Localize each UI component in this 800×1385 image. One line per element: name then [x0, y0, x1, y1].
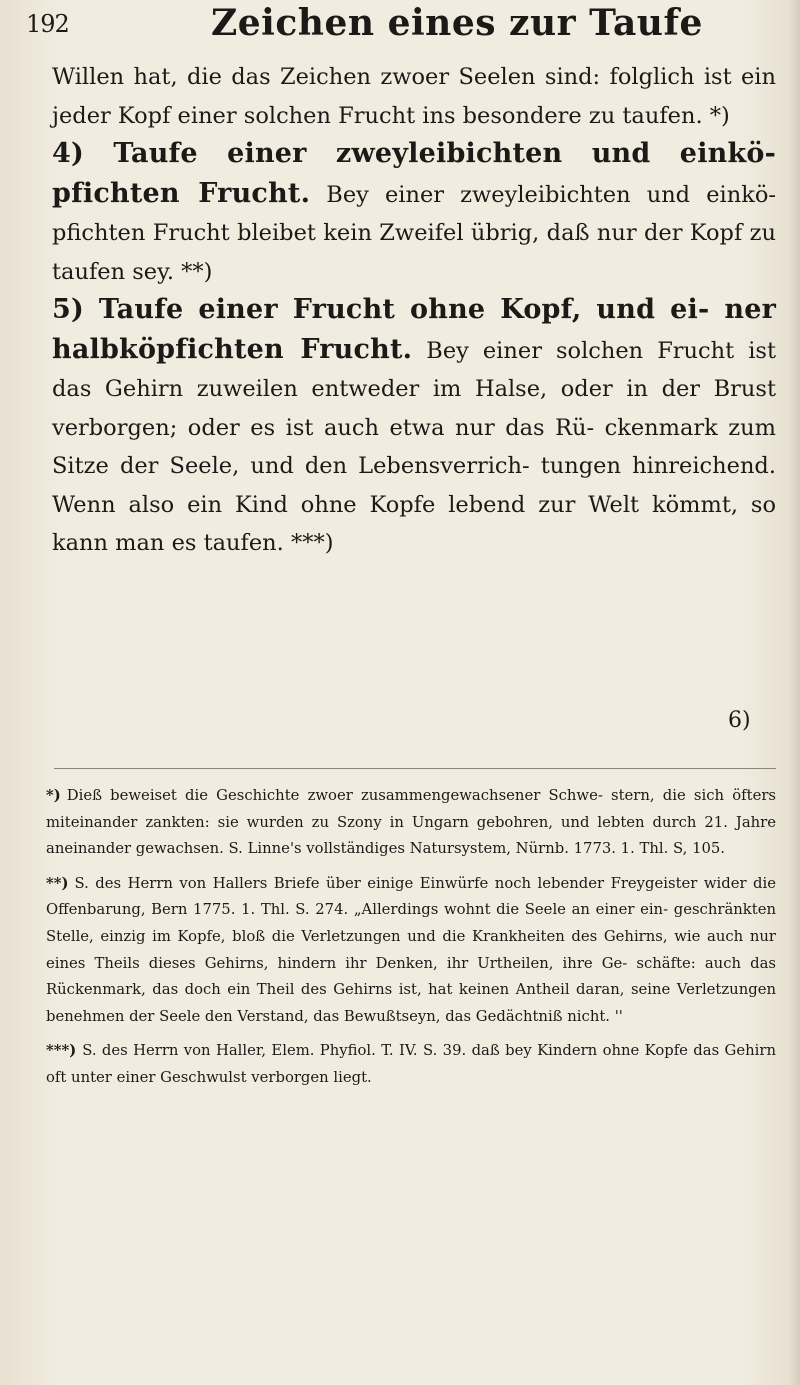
section-5-text: Bey einer solchen Frucht ist das Gehirn zuweilen entweder im Halse, oder in der Brust verborgen; oder es ist auch etwa nur das Rü- ckenmark zum Sitze der Seele, und den Lebensverrich- tungen hinreichend. Wenn also ein Kind ohne Kopfe lebend zur Welt kömmt, so kann man es taufen. ***)	[52, 337, 776, 556]
page-number: 192	[26, 10, 69, 38]
page-edge-shadow	[788, 0, 800, 1385]
footnote-mark: *)	[46, 787, 61, 804]
section-4-text: Bey einer zweyleibichten und einkö- pfichten Frucht bleibet kein Zweifel übrig, daß nur der Kopf zu taufen sey. **)	[52, 181, 776, 285]
footnote-divider	[54, 768, 776, 769]
catchword: 6)	[728, 708, 751, 733]
footnote-1	[46, 783, 776, 863]
footnote-mark: ***)	[46, 1042, 77, 1060]
footnote-text: S. des Herrn von Hallers Briefe über einige Einwürfe noch lebender Freygeister wider die Offenbarung, Bern 1775. 1. Thl. S. 274. „Allerdings wohnt die Seele an einer ein- geschränkten Stelle, einzig im Kopfe, bloß die Verletzungen und die Krankheiten des Gehirns, wie auch nur eines Theils dieses Gehirns, hindern ihr Denken, ihr Urtheilen, ihre Ge- schäfte: auch das Rückenmark, das doch ein Theil des Gehirns ist, hat keinen Antheil daran, seine Verletzungen benehmen der Seele den Verstand, das Bewußtseyn, das Gedächtniß nicht. ''	[46, 874, 776, 1025]
section-4	[52, 135, 776, 291]
section-5-heading: 5) Taufe einer Frucht ohne Kopf, und ei- ner halbköpfichten Frucht.	[52, 294, 776, 365]
main-text	[52, 58, 776, 563]
paragraph-continuation: Willen hat, die das Zeichen zwoer Seelen sind: folglich ist ein jeder Kopf einer solchen Frucht ins besondere zu taufen. *)	[52, 64, 776, 129]
footnote-text: S. des Herrn von Haller, Elem. Phyfiol. T. IV. S. 39. daß bey Kindern ohne Kopfe das Gehirn oft unter einer Geschwulst verborgen liegt.	[46, 1042, 776, 1086]
section-5	[52, 291, 776, 563]
footnotes	[46, 783, 776, 1100]
page-header	[26, 0, 776, 52]
footnote-3	[46, 1038, 776, 1091]
footnote-text: Dieß beweiset die Geschichte zwoer zusammengewachsener Schwe- stern, die sich öfters miteinander zankten: sie wurden zu Szony in Ungarn gebohren, und lebten durch 21. Jahre aneinander gewachsen. S. Linne's vollständiges Natursystem, Nürnb. 1773. 1. Thl. S, 105.	[46, 787, 776, 858]
footnote-2	[46, 871, 776, 1031]
section-4-heading: 4) Taufe einer zweyleibichten und einkö- pfichten Frucht.	[52, 138, 776, 209]
footnote-mark: **)	[46, 874, 69, 892]
running-title: Zeichen eines zur Taufe	[211, 2, 703, 44]
